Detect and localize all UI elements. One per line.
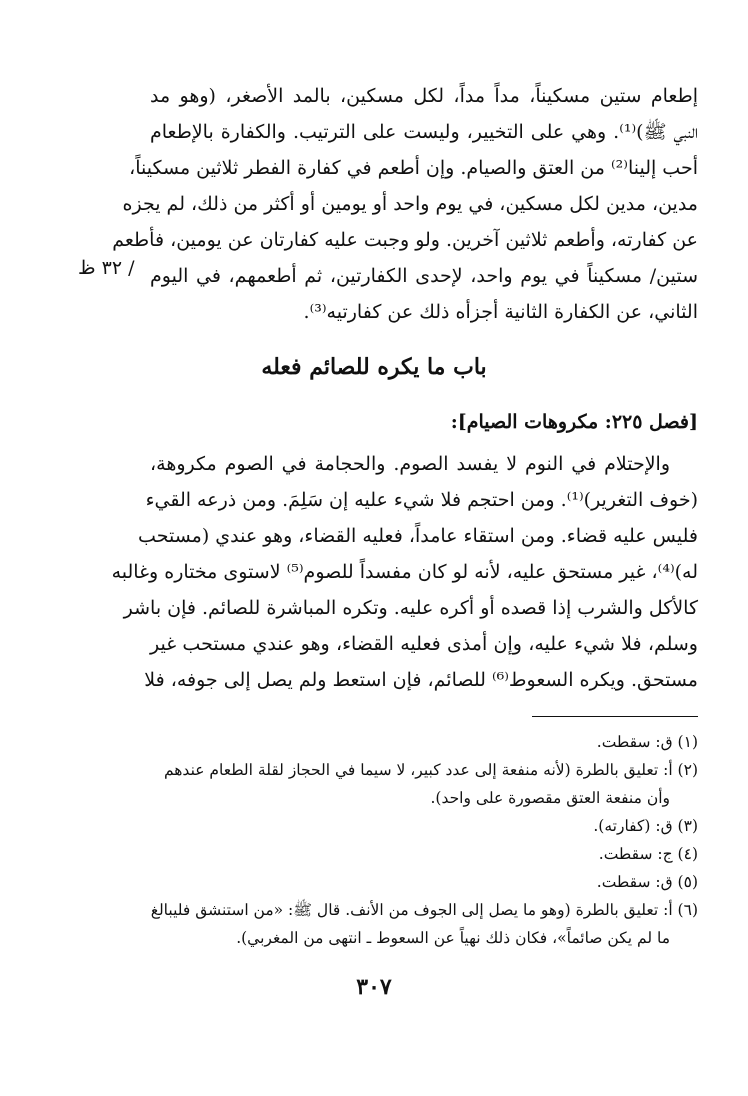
text-line: الثاني، عن الكفارة الثانية أجزأه ذلك عن كفارتيه⁽³⁾.	[303, 301, 698, 323]
text-line: مدين، مدين لكل مسكين، في يوم واحد أو يومين أو أكثر من ذلك، لم يجزه	[122, 193, 698, 215]
footnote: (٢) أ: تعليق بالطرة (لأنه منفعة إلى عدد كبير، لا سيما في الحجاز لقلة الطعام عندهم	[163, 761, 698, 779]
text-line: مستحق. ويكره السعوط⁽⁶⁾ للصائم، فإن استعط ولم يصل إلى جوفه، فلا	[144, 669, 698, 691]
text-line: والإحتلام في النوم لا يفسد الصوم. والحجامة في الصوم مكروهة،	[150, 453, 670, 475]
text-line: له)⁽⁴⁾، غير مستحق عليه، لأنه لو كان مفسداً للصوم⁽⁵⁾ لاستوى مختاره وغالبه	[111, 561, 698, 583]
footnote-continuation: ما لم يكن صائماً»، فكان ذلك نهياً عن السعوط ـ انتهى من المغربي).	[236, 929, 670, 947]
text-line: النبي ﷺ)⁽¹⁾. وهي على التخيير، وليست على الترتيب. والكفارة بالإطعام	[150, 121, 698, 143]
text-line: (خوف التغرير)⁽¹⁾. ومن احتجم فلا شيء عليه إن سَلِمَ. ومن ذرعه القيء	[145, 489, 698, 511]
text-line: عن كفارته، وأطعم ثلاثين آخرين. ولو وجبت عليه كفارتان عن يومين، فأطعم	[112, 229, 698, 251]
page-number: ٣٠٧	[356, 974, 392, 1000]
footnote-continuation: وأن منفعة العتق مقصورة على واحد).	[430, 789, 670, 807]
chapter-title: باب ما يكره للصائم فعله	[261, 354, 487, 380]
text-line: إطعام ستين مسكيناً، مداً مداً، لكل مسكين، بالمد الأصغر، (وهو مد	[150, 85, 698, 107]
footnotes	[150, 728, 698, 952]
footnote: (٤) ج: سقطت.	[598, 845, 698, 863]
footnote: (٥) ق: سقطت.	[596, 873, 698, 891]
section-heading: [فصل ٢٢٥: مكروهات الصيام]:	[450, 411, 698, 433]
footnote: (٣) ق: (كفارته).	[593, 817, 698, 835]
text-line: فليس عليه قضاء. ومن استقاء عامداً، فعليه القضاء، وهو عندي (مستحب	[138, 525, 698, 547]
paragraph-expiation	[112, 78, 698, 330]
text-line: كالأكل والشرب إذا قصده أو أكره عليه. وتكره المباشرة للصائم. فإن باشر	[123, 597, 698, 619]
text-line: أحب إلينا⁽²⁾ من العتق والصيام. وإن أطعم في كفارة الفطر ثلاثين مسكيناً،	[129, 157, 698, 179]
footnote: (١) ق: سقطت.	[596, 733, 698, 751]
text-line: ستين/ مسكيناً في يوم واحد، لإحدى الكفارتين، ثم أطعمهم، في اليوم	[150, 265, 698, 287]
paragraph-disliked-acts	[111, 446, 698, 698]
margin-folio-note: / ٣٢ ظ	[78, 257, 135, 279]
footnote-divider	[532, 716, 698, 717]
footnote: (٦) أ: تعليق بالطرة (وهو ما يصل إلى الجوف من الأنف. قال ﷺ: «من استنشق فليبالغ	[150, 901, 698, 919]
text-line: وسلم، فلا شيء عليه، وإن أمذى فعليه القضاء، وهو عندي مستحب غير	[150, 633, 698, 655]
